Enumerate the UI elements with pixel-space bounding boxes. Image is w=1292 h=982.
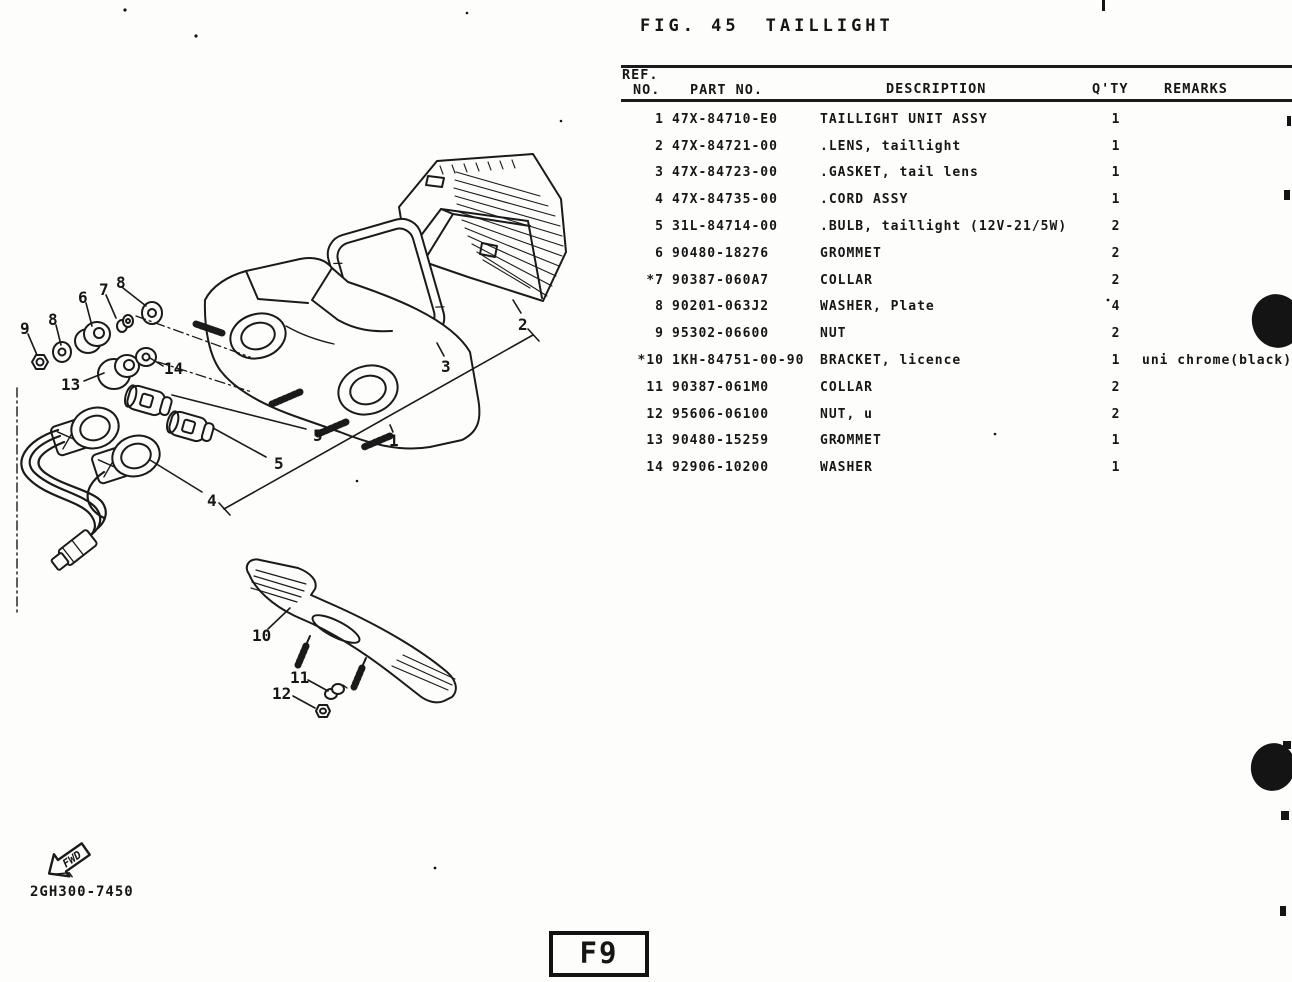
qty-cell: 2 — [1111, 326, 1121, 342]
qty-cell: 1 — [1111, 353, 1121, 369]
callout-5b: 5 — [274, 454, 284, 473]
callout-6: 6 — [78, 288, 88, 307]
part-no-cell: 47X-84710-E0 — [672, 111, 778, 127]
page-code-box: F9 — [549, 931, 649, 977]
callout-13: 13 — [61, 375, 81, 394]
callout-8a: 8 — [116, 273, 126, 292]
callout-14: 14 — [164, 359, 184, 378]
ref-no-cell: 13 — [646, 433, 664, 449]
callout-12: 12 — [272, 684, 292, 703]
description-cell: COLLAR — [820, 379, 873, 395]
description-cell: WASHER, Plate — [820, 299, 935, 315]
part-no-cell: 90201-063J2 — [672, 299, 770, 315]
ref-no-cell: 2 — [655, 138, 664, 154]
remarks-cell: uni chrome(black) — [1142, 353, 1292, 369]
table-row — [620, 401, 1292, 428]
table-row — [620, 294, 1292, 321]
qty-cell: 4 — [1111, 299, 1121, 315]
parts-table — [620, 106, 1292, 481]
ref-no-cell: *7 — [646, 272, 664, 288]
table-row — [620, 213, 1292, 240]
figure-heading — [640, 16, 894, 36]
figure-name: TAILLIGHT — [765, 16, 894, 36]
part-no-cell: 90387-061M0 — [672, 379, 770, 395]
part-no-cell: 90480-18276 — [672, 245, 770, 261]
ref-no-cell: 12 — [646, 406, 664, 422]
part-no-cell: 1KH-84751-00-90 — [672, 353, 805, 369]
ref-no-cell: 6 — [655, 245, 664, 261]
description-cell: TAILLIGHT UNIT ASSY — [820, 111, 988, 127]
figure-number: FIG. 45 — [640, 16, 740, 36]
callout-2: 2 — [518, 315, 528, 334]
ref-no-cell: 5 — [655, 219, 664, 235]
qty-cell: 1 — [1111, 433, 1121, 449]
table-row — [620, 267, 1292, 294]
description-cell: .LENS, taillight — [820, 138, 962, 154]
callout-10: 10 — [252, 626, 272, 645]
description-cell: .CORD ASSY — [820, 192, 909, 208]
qty-cell: 2 — [1111, 245, 1121, 261]
description-cell: NUT, u — [820, 406, 873, 422]
header-ref: REF. — [622, 67, 659, 83]
part-no-cell: 92906-10200 — [672, 460, 770, 476]
table-top-rule — [621, 65, 1292, 68]
table-header-rule — [621, 99, 1292, 102]
table-row — [620, 240, 1292, 267]
description-cell: GROMMET — [820, 433, 882, 449]
ref-no-cell: 14 — [646, 460, 664, 476]
description-cell: GROMMET — [820, 245, 882, 261]
ref-no-cell: 8 — [655, 299, 664, 315]
table-row — [620, 133, 1292, 160]
table-row — [620, 428, 1292, 455]
table-row — [620, 106, 1292, 133]
qty-cell: 2 — [1111, 272, 1121, 288]
description-cell: .GASKET, tail lens — [820, 165, 979, 181]
table-row — [620, 454, 1292, 481]
table-row — [620, 320, 1292, 347]
part-no-cell: 95606-06100 — [672, 406, 770, 422]
qty-cell: 1 — [1111, 111, 1121, 127]
callout-11: 11 — [290, 668, 310, 687]
callout-1: 1 — [389, 431, 399, 450]
qty-cell: 1 — [1111, 460, 1121, 476]
callout-4: 4 — [207, 491, 217, 510]
header-part-no: PART NO. — [690, 82, 764, 98]
part-no-cell: 95302-06600 — [672, 326, 770, 342]
qty-cell: 1 — [1111, 165, 1121, 181]
description-cell: COLLAR — [820, 272, 873, 288]
qty-cell: 2 — [1111, 379, 1121, 395]
callout-8b: 8 — [48, 310, 58, 329]
qty-cell: 2 — [1111, 406, 1121, 422]
part-no-cell: 47X-84735-00 — [672, 192, 778, 208]
part-no-cell: 90480-15259 — [672, 433, 770, 449]
callout-7: 7 — [99, 280, 109, 299]
header-remarks: REMARKS — [1164, 81, 1228, 97]
header-description: DESCRIPTION — [886, 81, 987, 97]
part-no-cell: 47X-84723-00 — [672, 165, 778, 181]
table-row — [620, 160, 1292, 187]
part-no-cell: 47X-84721-00 — [672, 138, 778, 154]
description-cell: BRACKET, licence — [820, 353, 962, 369]
ref-no-cell: 9 — [655, 326, 664, 342]
fwd-label: FWD — [60, 848, 84, 871]
header-qty: Q'TY — [1092, 81, 1129, 97]
qty-cell: 2 — [1111, 219, 1121, 235]
cord-assembly-drawing — [21, 402, 165, 573]
fwd-arrow-icon — [42, 838, 95, 887]
description-cell: .BULB, taillight (12V-21/5W) — [820, 219, 1068, 235]
description-cell: NUT — [820, 326, 847, 342]
ref-no-cell: *10 — [637, 353, 664, 369]
callout-5a: 5 — [313, 426, 323, 445]
ref-no-cell: 4 — [655, 192, 664, 208]
part-no-cell: 90387-060A7 — [672, 272, 770, 288]
part-no-cell: 31L-84714-00 — [672, 219, 778, 235]
ref-no-cell: 3 — [655, 165, 664, 181]
ref-no-cell: 1 — [655, 111, 664, 127]
callout-9: 9 — [20, 319, 30, 338]
table-row — [620, 347, 1292, 374]
header-no: NO. — [633, 82, 661, 98]
drawing-code: 2GH300-7450 — [30, 884, 134, 900]
description-cell: WASHER — [820, 460, 873, 476]
table-row — [620, 186, 1292, 213]
ref-no-cell: 11 — [646, 379, 664, 395]
table-row — [620, 374, 1292, 401]
callout-3: 3 — [441, 357, 451, 376]
qty-cell: 1 — [1111, 138, 1121, 154]
qty-cell: 1 — [1111, 192, 1121, 208]
